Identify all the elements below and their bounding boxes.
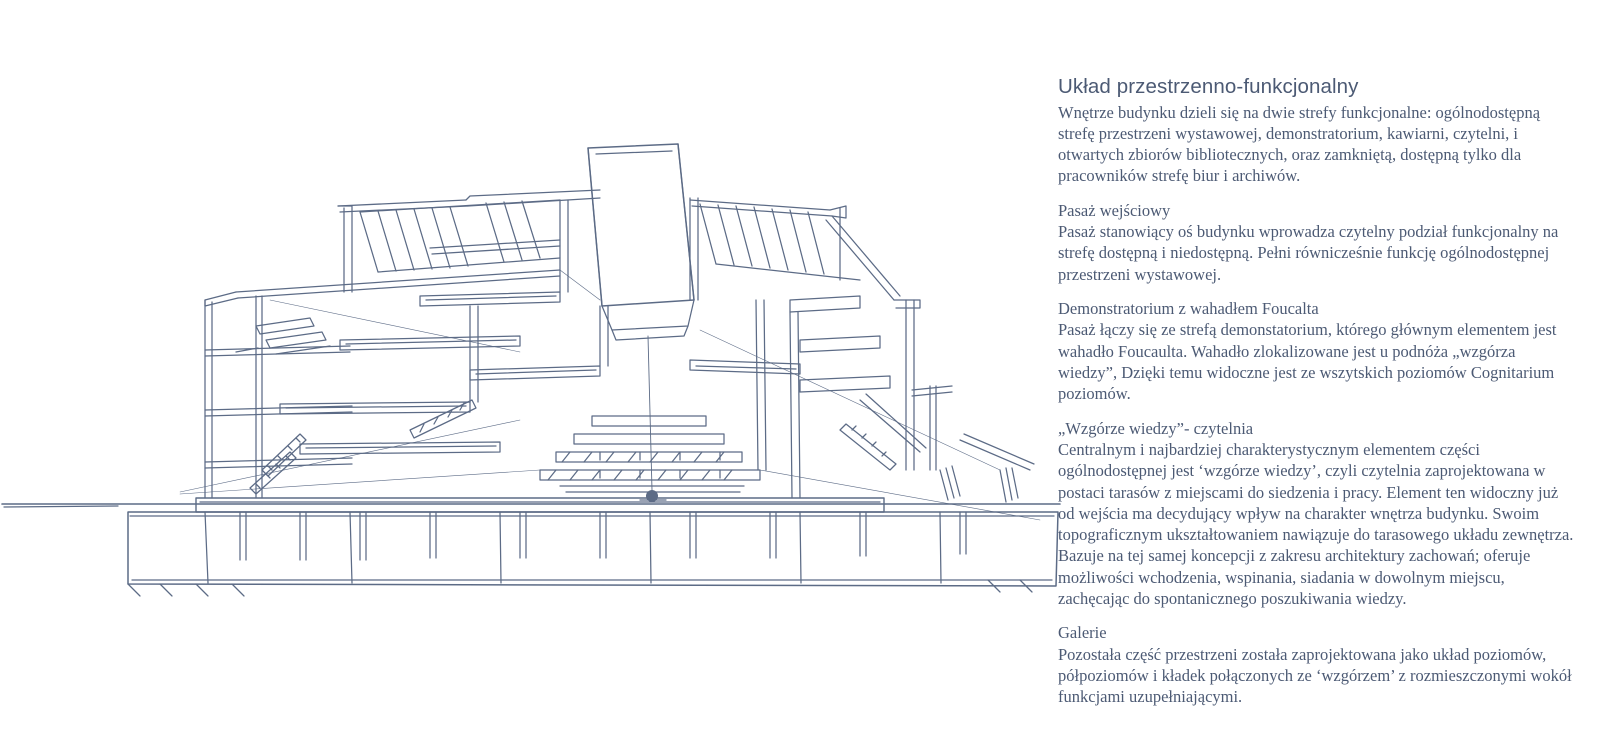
section-body: Centralnym i najbardziej charakterystycznym elementem części ogólnodostępnej jest ‘wzgórze wiedzy’, czyli czytelnia zaprojektowana w postaci tarasów z miejscami do siedzenia i pracy. Element ten widoczny już od wejścia ma decydujący wpływ na charakter wnętrza budynku. Swoim topograficznym ukształtowaniem nawiązuje do tarasowego układu zewnętrza. Bazuje na tej samej koncepcji z zakresu architektury zachowań; oferuje możliwości wchodzenia, wspinania, siadania w dowolnym miejscu, zachęcając do spontanicznego poszukiwania wiedzy.	[1058, 440, 1574, 608]
section-heading: „Wzgórze wiedzy”- czytelnia	[1058, 418, 1254, 438]
section-wzgorze-wiedzy	[1058, 418, 1578, 610]
section-heading: Galerie	[1058, 623, 1107, 643]
panel-intro: Wnętrze budynku dzieli się na dwie strefy funkcjonalne: ogólnodostępną strefę przestrzeni wystawowej, demonstratorium, kawiarni, czytelni, i otwartych zbiorów bibliotecznych, oraz zamkniętą, dostępną tylko dla pracowników strefę biur i archiwów.	[1058, 102, 1541, 186]
description-panel	[1058, 74, 1578, 708]
section-galerie	[1058, 622, 1578, 707]
section-body: Pasaż stanowiący oś budynku wprowadza czytelny podział funkcjonalny na strefę dostępną i niedostępną. Pełni równicześnie funkcję ogólnodostępnej przestrzeni wystawowej.	[1058, 222, 1559, 284]
section-heading: Pasaż wejściowy	[1058, 200, 1171, 220]
section-heading: Demonstratorium z wahadłem Foucalta	[1058, 299, 1319, 319]
panel-title: Układ przestrzenno-funkcjonalny	[1058, 75, 1359, 98]
section-body: Pozostała część przestrzeni została zaprojektowana jako układ poziomów, półpoziomów i kładek połączonych ze ‘wzgórzem’ z rozmieszczonymi wokół funkcjami uzupełniającymi.	[1058, 644, 1572, 707]
section-pasaz	[1058, 200, 1578, 285]
section-demonstratorium	[1058, 298, 1578, 405]
section-body: Pasaż łączy się ze strefą demonstatorium, którego głównym elementem jest wahadło Foucaulta. Wahadło zlokalizowane jest u podnóża „wzgórza wiedzy”, Dzięki temu widoczne jest ze wszytskich poziomów Cognitarium poziomów.	[1058, 320, 1557, 404]
